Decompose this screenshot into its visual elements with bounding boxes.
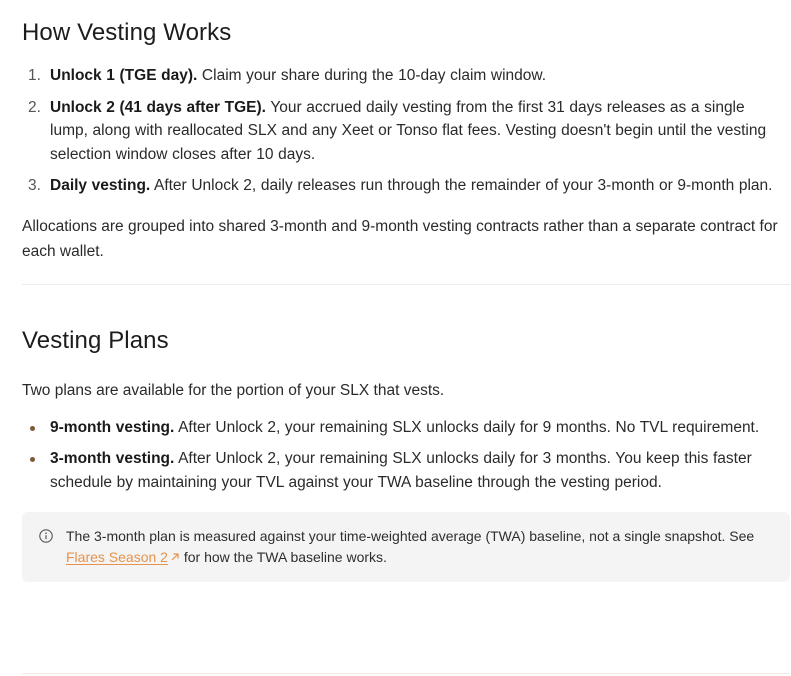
- plans-list: [22, 416, 790, 495]
- how-vesting-heading: How Vesting Works: [22, 19, 232, 46]
- bottom-divider: [22, 673, 790, 674]
- plan-text: After Unlock 2, your remaining SLX unlocks daily for 9 months. No TVL requirement.: [174, 418, 760, 436]
- unlock-steps-list: [22, 64, 790, 198]
- plans-intro: Two plans are available for the portion of your SLX that vests.: [22, 381, 445, 399]
- step-text: After Unlock 2, daily releases run through the remainder of your 3-month or 9-month plan.: [150, 177, 773, 194]
- bullet-dot-icon: [30, 426, 35, 431]
- step-title: Daily vesting.: [50, 177, 151, 194]
- step-number: 2.: [28, 98, 41, 116]
- step-item-3: [22, 174, 785, 198]
- plan-item-9-month: [22, 416, 760, 440]
- callout-text-before: The 3-month plan is measured against your time-weighted average (TWA) baseline, not a single snapshot. See: [66, 528, 755, 544]
- link-label: Flares Season 2: [66, 549, 168, 565]
- external-link-icon: [170, 552, 180, 562]
- step-item-2: [22, 96, 775, 167]
- callout-text-after: for how the TWA baseline works.: [179, 549, 387, 565]
- plan-title: 3-month vesting.: [50, 450, 175, 467]
- step-item-1: [22, 64, 790, 88]
- how-vesting-section: [22, 18, 790, 264]
- bullet-dot-icon: [30, 457, 35, 462]
- flares-season-2-link[interactable]: [66, 549, 180, 565]
- step-text: Claim your share during the 10-day claim window.: [197, 67, 547, 84]
- info-icon: [39, 529, 53, 543]
- plan-item-3-month: [22, 447, 791, 494]
- allocation-paragraph: Allocations are grouped into shared 3-month and 9-month vesting contracts rather than a separate contract for each wallet.: [22, 217, 778, 260]
- info-callout: [22, 512, 790, 582]
- step-number: 3.: [28, 177, 41, 194]
- section-divider: [22, 284, 790, 285]
- step-text: Your accrued daily vesting from the first 31 days releases as a single lump, along with reallocated SLX and any Xeet or Tonso flat fees. Vesting doesn't begin until the vesting selection window closes after 10 days.: [50, 98, 767, 163]
- vesting-plans-heading: Vesting Plans: [22, 326, 169, 354]
- vesting-plans-section: [22, 326, 790, 583]
- step-title: Unlock 2 (41 days after TGE).: [50, 98, 266, 116]
- step-title: Unlock 1 (TGE day).: [50, 67, 198, 84]
- plan-text: After Unlock 2, your remaining SLX unlocks daily for 3 months. You keep this faster schedule by maintaining your TVL against your TWA baseline through the vesting period.: [50, 450, 752, 491]
- step-number: 1.: [28, 67, 41, 84]
- plan-title: 9-month vesting.: [50, 418, 175, 436]
- content: [22, 0, 790, 582]
